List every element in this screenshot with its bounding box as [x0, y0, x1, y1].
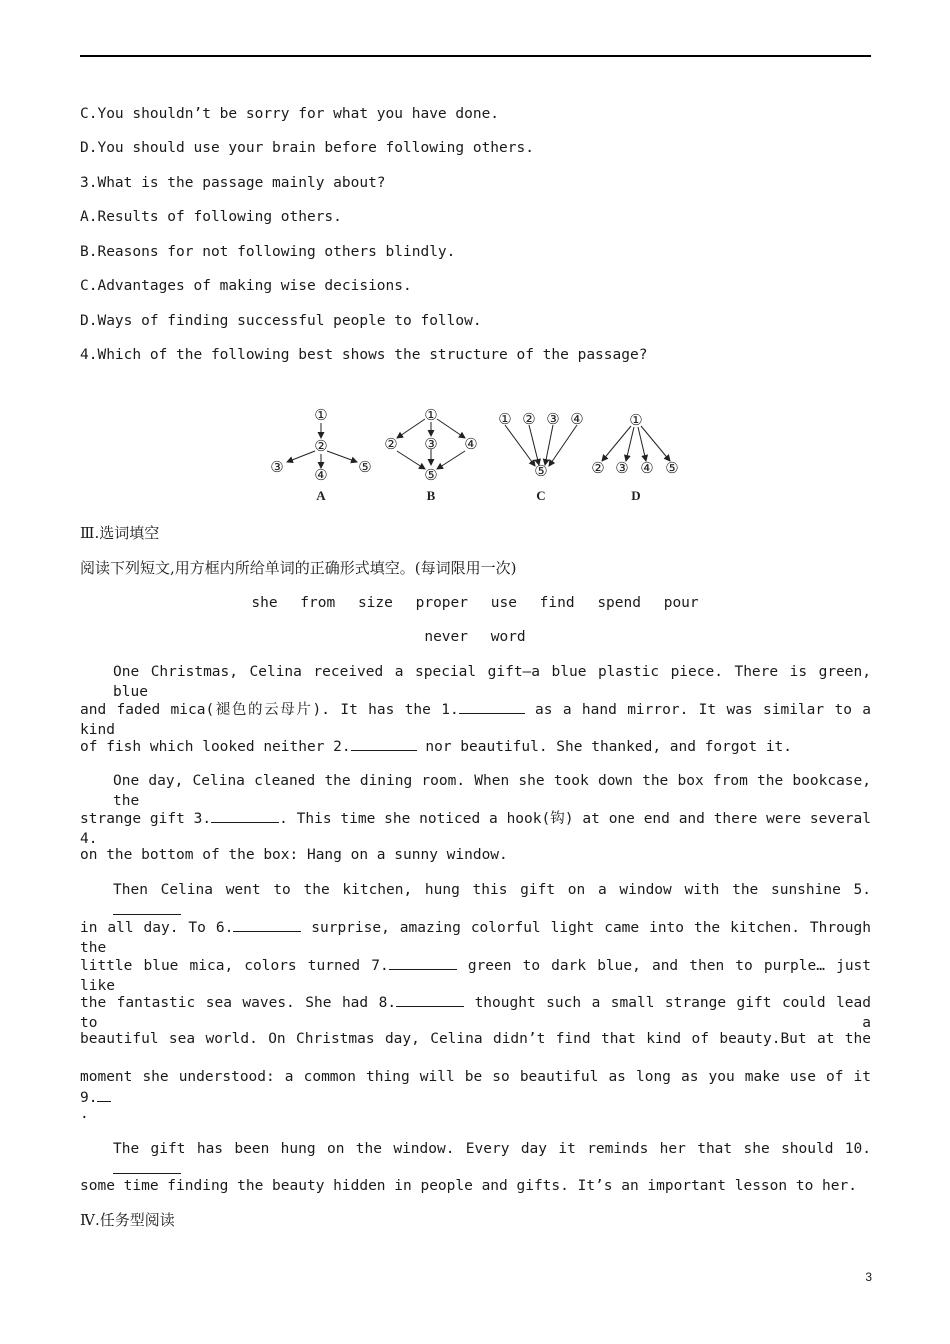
node-c3: ③ [546, 412, 560, 428]
passage-text: and faded mica(褪色的云母片). It has the 1. [80, 702, 459, 718]
word-bank-item: find [539, 595, 575, 611]
passage-p1-line3 [80, 736, 792, 757]
node-b3: ③ [424, 437, 438, 453]
blank-1[interactable] [459, 699, 525, 714]
word-bank-item: proper [415, 595, 468, 611]
passage-text: surprise, amazing colorful light came into the kitchen. Through the [80, 920, 872, 956]
node-c2: ② [522, 412, 536, 428]
passage-p3-line2 [80, 917, 871, 958]
diagram-nodes [270, 408, 678, 484]
passage-text: The gift has been hung on the window. Every day it reminds her that she should 10. [113, 1141, 871, 1157]
word-bank-item: size [357, 595, 393, 611]
passage-p3-line5: beautiful sea world. On Christmas day, Celina didn’t find that kind of beauty.But at the [80, 1031, 871, 1047]
passage-text: nor beautiful. She thanked, and forgot it. [416, 739, 793, 755]
passage-p2-line1: One day, Celina cleaned the dining room. When she took down the box from the bookcase, the [113, 773, 871, 809]
section4-heading: Ⅳ.任务型阅读 [80, 1211, 175, 1229]
word-bank-row1 [0, 593, 950, 613]
word-bank-item: never [424, 629, 468, 645]
passage-p1-line2 [80, 699, 871, 740]
node-b1: ① [424, 408, 438, 424]
word-bank-item: spend [597, 595, 641, 611]
blank-2[interactable] [351, 736, 417, 751]
diagram-label-c: C [536, 488, 546, 503]
structure-diagrams [265, 405, 685, 505]
passage-text: the fantastic sea waves. She had 8. [80, 995, 397, 1011]
q3-option-d: D.Ways of finding successful people to follow. [80, 313, 482, 329]
passage-text: thought such a small strange gift could lead to a [80, 995, 871, 1031]
diagram-label-a: A [316, 488, 326, 503]
passage-text: of fish which looked neither 2. [80, 739, 351, 755]
node-a5: ⑤ [358, 460, 372, 476]
passage-p1-line1: One Christmas, Celina received a special gift—a blue plastic piece. There is green, blue [113, 664, 871, 700]
q3-option-a: A.Results of following others. [80, 209, 342, 225]
word-bank-item: she [251, 595, 278, 611]
node-d5: ⑤ [665, 461, 679, 477]
blank-3[interactable] [211, 808, 279, 823]
blank-8[interactable] [396, 992, 464, 1007]
passage-p3-line6 [80, 1067, 871, 1108]
q4-question: 4.Which of the following best shows the structure of the passage? [80, 347, 648, 363]
passage-p4-line1 [113, 1139, 871, 1180]
node-c5: ⑤ [534, 464, 548, 480]
passage-text: as a hand mirror. It was similar to a kind [80, 702, 871, 738]
node-a2: ② [314, 439, 328, 455]
diagram-label-d: D [631, 488, 641, 503]
word-bank-item: pour [663, 595, 699, 611]
node-c4: ④ [570, 412, 584, 428]
node-b2: ② [384, 437, 398, 453]
diagram-c-arrows [505, 425, 577, 466]
passage-text: Then Celina went to the kitchen, hung this gift on a window with the sunshine 5. [113, 882, 871, 898]
node-b4: ④ [464, 437, 478, 453]
blank-9[interactable] [97, 1087, 111, 1102]
passage-text: strange gift 3. [80, 811, 212, 827]
q3-option-c: C.Advantages of making wise decisions. [80, 278, 412, 294]
passage-text: green to dark blue, and then to purple… just like [80, 958, 872, 994]
passage-text: little blue mica, colors turned 7. [80, 958, 389, 974]
diagram-labels [316, 488, 640, 503]
passage-text: . This time she noticed a hook(钩) at one end and there were several 4. [80, 811, 871, 847]
node-a3: ③ [270, 460, 284, 476]
q2-option-c: C.You shouldn’t be sorry for what you have done. [80, 106, 500, 122]
passage-p3-line3 [80, 955, 871, 996]
q3-question: 3.What is the passage mainly about? [80, 175, 386, 191]
section3-heading: Ⅲ.选词填空 [80, 524, 160, 542]
word-bank-item: word [490, 629, 526, 645]
node-d3: ③ [615, 461, 629, 477]
q3-option-b: B.Reasons for not following others blindly. [80, 244, 456, 260]
passage-p3-line1 [113, 880, 871, 921]
blank-5[interactable] [113, 900, 181, 915]
passage-text: in all day. To 6. [80, 920, 234, 936]
blank-10[interactable] [113, 1159, 181, 1174]
word-bank-row2 [0, 627, 950, 647]
passage-p3-line7: . [80, 1106, 89, 1122]
passage-text: moment she understood: a common thing will be so beautiful as long as you make use of it 9. [80, 1069, 871, 1106]
node-d2: ② [591, 461, 605, 477]
node-d1: ① [629, 413, 643, 429]
passage-p2-line2 [80, 808, 871, 849]
page-number: 3 [865, 1270, 872, 1284]
node-c1: ① [498, 412, 512, 428]
node-b5: ⑤ [424, 468, 438, 484]
section3-instruction: 阅读下列短文,用方框内所给单词的正确形式填空。(每词限用一次) [80, 559, 517, 577]
node-a4: ④ [314, 468, 328, 484]
passage-p2-line3: on the bottom of the box: Hang on a sunny window. [80, 847, 508, 863]
node-a1: ① [314, 408, 328, 424]
blank-7[interactable] [389, 955, 457, 970]
diagram-d-arrows [602, 426, 670, 461]
node-d4: ④ [640, 461, 654, 477]
diagram-label-b: B [426, 488, 436, 503]
passage-p3-line4 [80, 992, 871, 1033]
q2-option-d: D.You should use your brain before following others. [80, 140, 534, 156]
passage-p4-line2: some time finding the beauty hidden in people and gifts. It’s an important lesson to her. [80, 1178, 857, 1194]
word-bank-item: use [490, 595, 517, 611]
header-rule [80, 55, 871, 57]
blank-6[interactable] [233, 917, 301, 932]
word-bank-item: from [300, 595, 336, 611]
